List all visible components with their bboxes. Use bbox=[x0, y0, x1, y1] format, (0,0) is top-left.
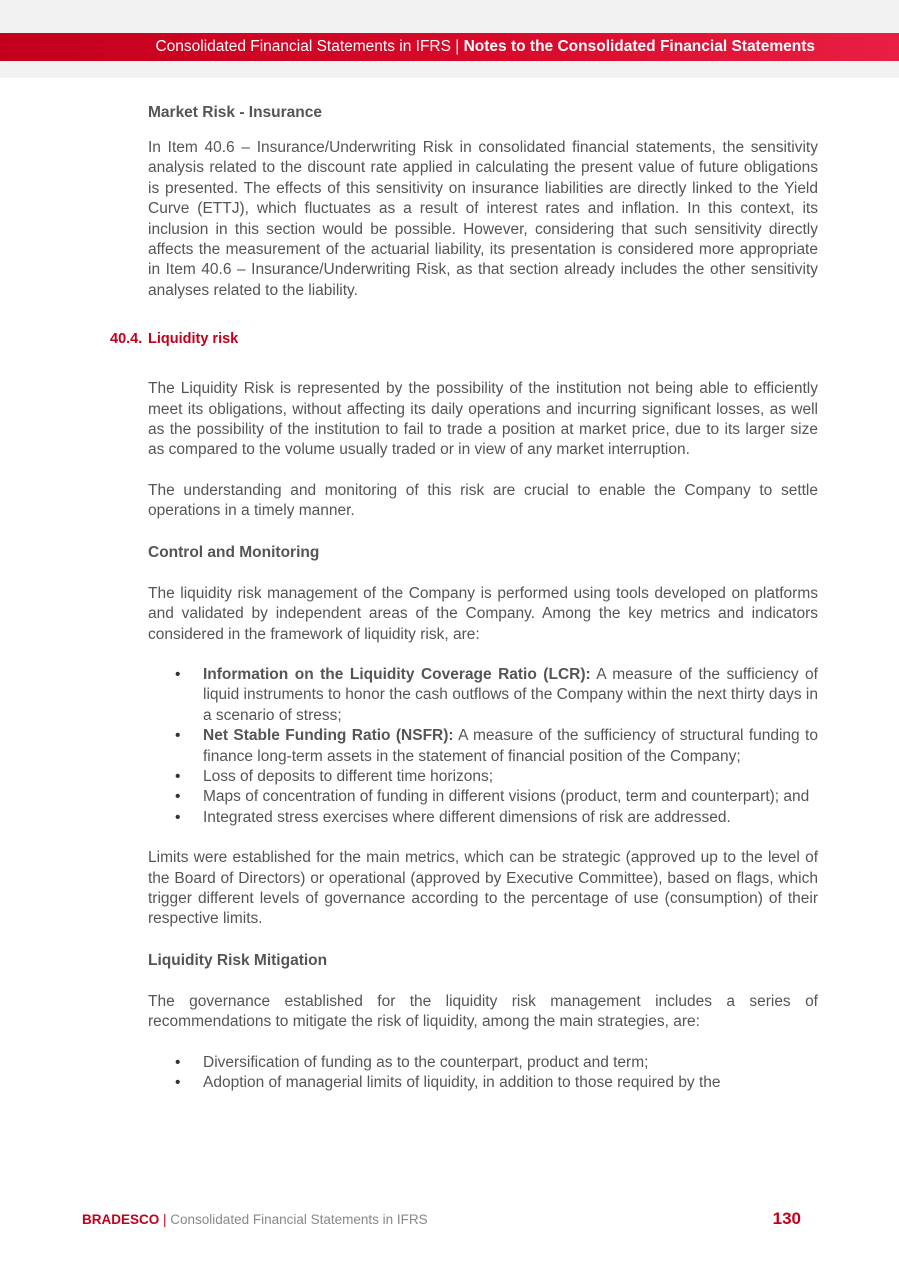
control-monitoring-intro: The liquidity risk management of the Company is performed using tools developed on platforms and validated by independent areas of the Company. Among the key metrics and indicators considered in the framework of liquidity risk, are: bbox=[148, 584, 818, 643]
bullet-dot: • bbox=[175, 1053, 181, 1071]
mitigation-intro: The governance established for the liquidity risk management includes a series of recommendations to mitigate the risk of liquidity, among the main strategies, are: bbox=[148, 992, 818, 1031]
bullet-dot: • bbox=[175, 1074, 181, 1091]
liquidity-risk-definition-paragraph: The Liquidity Risk is represented by the possibility of the institution not being able to efficiently meet its obligations, without affecting its daily operations and incurring significant losses, as well as the possibility of the institution to fail to trade a position at market price, due to its larger size as compared to the volume usually traded or in view of any market interruption. bbox=[148, 380, 818, 459]
bullet-dot: • bbox=[175, 788, 181, 806]
list-item bbox=[148, 787, 818, 807]
market-risk-insurance-paragraph: In Item 40.6 – Insurance/Underwriting Risk in consolidated financial statements, the sensitivity analysis related to the discount rate applied in calculating the present value of future obligations is presented. The effects of this sensitivity on insurance liabilities are directly linked to the Yield Curve (ETTJ), which fluctuates as a result of interest rates and inflation. In this context, its inclusion in this section would be possible. However, considering that such sensitivity directly affects the measurement of the actuarial liability, its presentation is considered more appropriate in Item 40.6 – Insurance/Underwriting Risk, as that section already includes the other sensitivity analyses related to the liability. bbox=[148, 139, 818, 299]
mitigation-strategies-list bbox=[148, 1053, 818, 1094]
list-item bbox=[148, 767, 818, 787]
page-footer bbox=[82, 1210, 428, 1230]
list-item-text: Integrated stress exercises where different dimensions of risk are addressed. bbox=[203, 808, 731, 826]
control-monitoring-heading: Control and Monitoring bbox=[148, 543, 320, 561]
list-item-text: Maps of concentration of funding in different visions (product, term and counterpart); and bbox=[203, 788, 810, 806]
header-banner bbox=[0, 33, 899, 61]
list-item-text: Loss of deposits to different time horizons; bbox=[203, 767, 494, 785]
liquidity-risk-monitoring-paragraph: The understanding and monitoring of this risk are crucial to enable the Company to settle operations in a timely manner. bbox=[148, 481, 818, 520]
section-number: 40.4. bbox=[110, 331, 143, 348]
key-metrics-list bbox=[148, 665, 818, 828]
liquidity-risk-mitigation-heading: Liquidity Risk Mitigation bbox=[148, 951, 328, 969]
market-risk-insurance-heading: Market Risk - Insurance bbox=[148, 104, 323, 121]
list-item bbox=[148, 726, 818, 767]
page-content bbox=[110, 103, 818, 1093]
list-item bbox=[148, 1053, 818, 1073]
list-item bbox=[148, 665, 818, 726]
limits-paragraph: Limits were established for the main metrics, which can be strategic (approved up to the level of the Board of Directors) or operational (approved by Executive Committee), based on flags, which trigger different levels of governance according to the percentage of use (consumption) of their respective limits. bbox=[148, 849, 818, 928]
footer-brand: BRADESCO bbox=[82, 1212, 160, 1227]
list-item-bold: Net Stable Funding Ratio (NSFR): bbox=[203, 727, 454, 745]
bullet-dot: • bbox=[175, 767, 181, 785]
list-item bbox=[148, 1073, 818, 1093]
footer-doc-title: Consolidated Financial Statements in IFRS bbox=[170, 1212, 428, 1227]
header-doc-title: Consolidated Financial Statements in IFRS bbox=[155, 38, 451, 55]
bullet-dot: • bbox=[175, 808, 181, 826]
section-heading-liquidity-risk bbox=[110, 330, 818, 348]
list-item-text: A measure of the sufficiency of liquid instruments to honor the cash outflows of the Company within the next thirty days in a scenario of stress; bbox=[203, 665, 818, 724]
bullet-dot: • bbox=[175, 665, 181, 683]
header-separator: | bbox=[450, 38, 464, 55]
header-section-title: Notes to the Consolidated Financial Statements bbox=[463, 38, 815, 55]
list-item bbox=[148, 808, 818, 828]
list-item-bold: Information on the Liquidity Coverage Ratio (LCR): bbox=[203, 665, 591, 683]
footer-separator: | bbox=[159, 1212, 171, 1227]
list-item-text: Adoption of managerial limits of liquidity, in addition to those required by the bbox=[203, 1074, 721, 1091]
list-item-text: A measure of the sufficiency of structural funding to finance long-term assets in the statement of financial position of the Company; bbox=[203, 727, 818, 765]
page-number: 130 bbox=[772, 1209, 801, 1228]
bullet-dot: • bbox=[175, 727, 181, 745]
list-item-text: Diversification of funding as to the counterpart, product and term; bbox=[203, 1053, 649, 1071]
section-title: Liquidity risk bbox=[148, 331, 239, 348]
